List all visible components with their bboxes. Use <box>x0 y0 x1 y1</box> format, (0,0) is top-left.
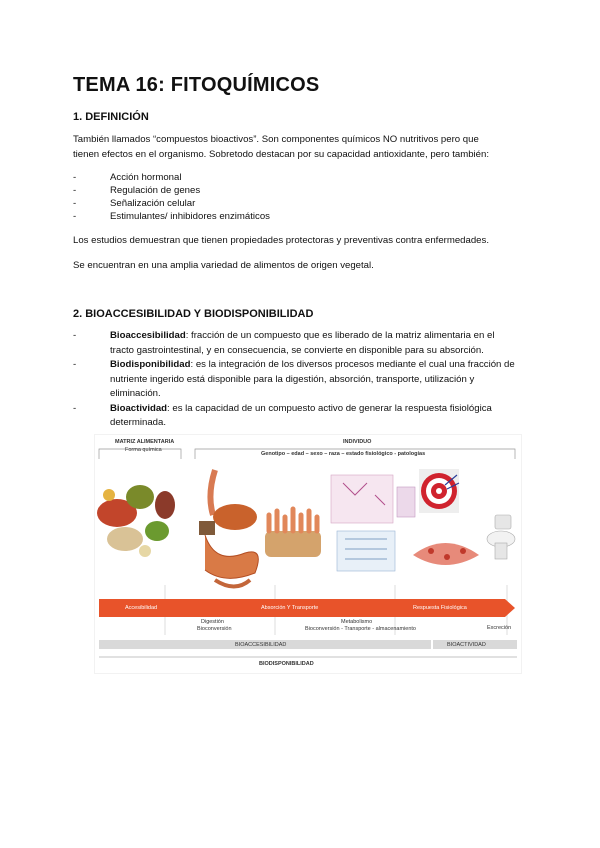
individual-subtitle: Genotipo – edad – sexo – raza – estado fisiológico - patologías <box>261 451 426 457</box>
definition-text: tracto gastrointestinal, y en consecuencia, se convierte en disponible para su absorción. <box>110 344 484 356</box>
list-item: - Bioactividad: es la capacidad de un compuesto activo de generar la respuesta fisiológica determinada. <box>73 402 492 428</box>
definitions-list <box>73 329 523 431</box>
list-item: - Biodisponibilidad: es la integración de los diversos procesos mediante el cual una fracción de nutriente ingerido está disponible para la digestión, absorción, transporte, utilización y eliminación. <box>73 359 515 399</box>
target-image <box>419 469 459 513</box>
arrow-label-accesibilidad: Accesibilidad <box>125 605 158 611</box>
intestinal-villi-image <box>265 509 321 557</box>
cellular-transport-image <box>331 475 415 571</box>
list-item: - Regulación de genes <box>73 185 201 196</box>
section-heading-bioaccesibilidad: 2. BIOACCESIBILIDAD Y BIODISPONIBILIDAD <box>73 308 314 320</box>
definition-text: nutriente ingerido está disponible para la digestión, absorción, transporte, utilización y <box>110 373 475 385</box>
paragraph: Se encuentran en una amplia variedad de alimentos de origen vegetal. <box>73 260 374 271</box>
definition-text: determinada. <box>110 417 166 428</box>
definition-text: : es la capacidad de un compuesto activo de generar la respuesta fisiológica <box>167 402 492 414</box>
paragraph-line: tienen efectos en el organismo. Sobretodo destacan por su capacidad antioxidante, pero también: <box>73 149 490 160</box>
page-title: TEMA 16: FITOQUÍMICOS <box>73 74 320 96</box>
effects-list <box>73 171 270 223</box>
list-item-text: Regulación de genes <box>110 185 201 196</box>
list-item: - Señalización celular <box>73 198 196 209</box>
label-bioconversion: Bioconversión <box>197 626 232 632</box>
list-item: - Acción hormonal <box>73 172 182 183</box>
label-metabolismo: Metabolismo <box>341 619 373 625</box>
list-item-text: Acción hormonal <box>110 172 182 183</box>
toilet-image <box>487 515 515 559</box>
arrow-label-absorcion: Absorción Y Transporte <box>261 605 319 611</box>
paragraph: Los estudios demuestran que tienen propiedades protectoras y preventivas contra enfermedades. <box>73 235 489 246</box>
list-item-text: Estimulantes/ inhibidores enzimáticos <box>110 211 270 222</box>
matrix-subtitle: Forma química <box>125 447 162 453</box>
food-matrix-image <box>97 485 175 557</box>
figure-illustration <box>95 435 521 673</box>
band-label-bioactividad: BIOACTIVIDAD <box>447 642 486 648</box>
matrix-title: MATRIZ ALIMENTARIA <box>115 439 175 445</box>
arrow-label-respuesta: Respuesta Fisiológica <box>413 605 467 611</box>
definition-text: eliminación. <box>110 388 161 399</box>
definition-text: : fracción de un compuesto que es liberado de la matriz alimentaria en el <box>185 330 495 341</box>
band-label-bioaccesibilidad: BIOACCESIBILIDAD <box>235 642 287 648</box>
band-label-biodisponibilidad: BIODISPONIBILIDAD <box>259 661 314 667</box>
definition-text: : es la integración de los diversos procesos mediante el cual una fracción de <box>190 359 515 370</box>
term: Bioaccesibilidad <box>110 330 186 341</box>
label-excrecion: Excreción <box>487 625 512 631</box>
blood-vessel-image <box>413 543 479 565</box>
bioavailability-figure <box>94 434 522 674</box>
label-transporte: Bioconversión - Transporte - almacenamiento <box>305 626 416 632</box>
section-heading-definicion: 1. DEFINICIÓN <box>73 111 149 123</box>
label-digestion: Digestión <box>201 619 224 625</box>
individual-title: INDIVIDUO <box>343 439 372 445</box>
term: Biodisponibilidad <box>110 359 191 370</box>
list-item: - Bioaccesibilidad: fracción de un compuesto que es liberado de la matriz alimentaria en el tracto gastrointestinal, y en consecuencia, se convierte en disponible para su absorción. <box>73 330 495 356</box>
digestive-system-image <box>199 470 258 587</box>
list-item: - Estimulantes/ inhibidores enzimáticos <box>73 211 270 222</box>
term: Bioactividad <box>110 402 168 414</box>
paragraph-line: También llamados “compuestos bioactivos”. Son componentes químicos NO nutritivos pero que <box>73 134 479 145</box>
list-item-text: Señalización celular <box>110 198 196 209</box>
